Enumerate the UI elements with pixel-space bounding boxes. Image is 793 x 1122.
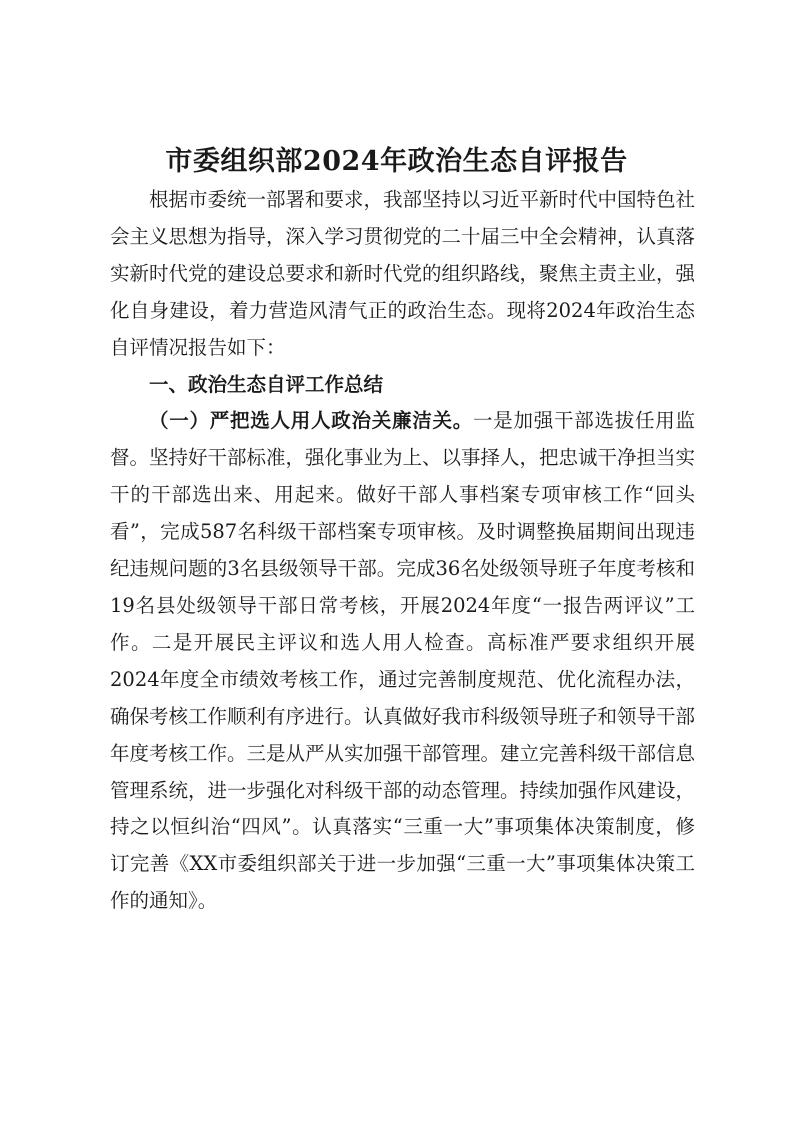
subsection-paragraph (110, 403, 695, 920)
subsection-heading: （一）严把选人用人政治关廉洁关。 (149, 409, 473, 433)
section-heading: 一、政治生态自评工作总结 (149, 372, 384, 396)
intro-paragraph: 根据市委统一部署和要求，我部坚持以习近平新时代中国特色社会主义思想为指导，深入学习贯彻党的二十届三中全会精神，认真落实新时代党的建设总要求和新时代党的组织路线，聚焦主责主业，强化自身建设，着力营造风清气正的政治生态。现将2024年政治生态自评情况报告如下： (110, 188, 696, 359)
subsection-body: 一是加强干部选拔任用监督。坚持好干部标准，强化事业为上、以事择人，把忠诚干净担当实干的干部选出来、用起来。做好干部人事档案专项审核工作“回头看”，完成587名科级干部档案专项审核。及时调整换届期间出现违纪违规问题的3名县级领导干部。完成36名处级领导班子年度考核和19名县处级领导干部日常考核，开展2024年度“一报告两评议”工作。二是开展民主评议和选人用人检查。高标准严要求组织开展2024年度全市绩效考核工作，通过完善制度规范、优化流程办法，确保考核工作顺利有序进行。认真做好我市科级领导班子和领导干部年度考核工作。三是从严从实加强干部管理。建立完善科级干部信息管理系统，进一步强化对科级干部的动态管理。持续加强作风建设，持之以恒纠治“四风”。认真落实“三重一大”事项集体决策制度，修订完善《XX市委组织部关于进一步加强“三重一大”事项集体决策工作的通知》。 (110, 409, 696, 913)
document-body (110, 182, 695, 920)
document-title: 市委组织部2024年政治生态自评报告 (165, 146, 628, 177)
